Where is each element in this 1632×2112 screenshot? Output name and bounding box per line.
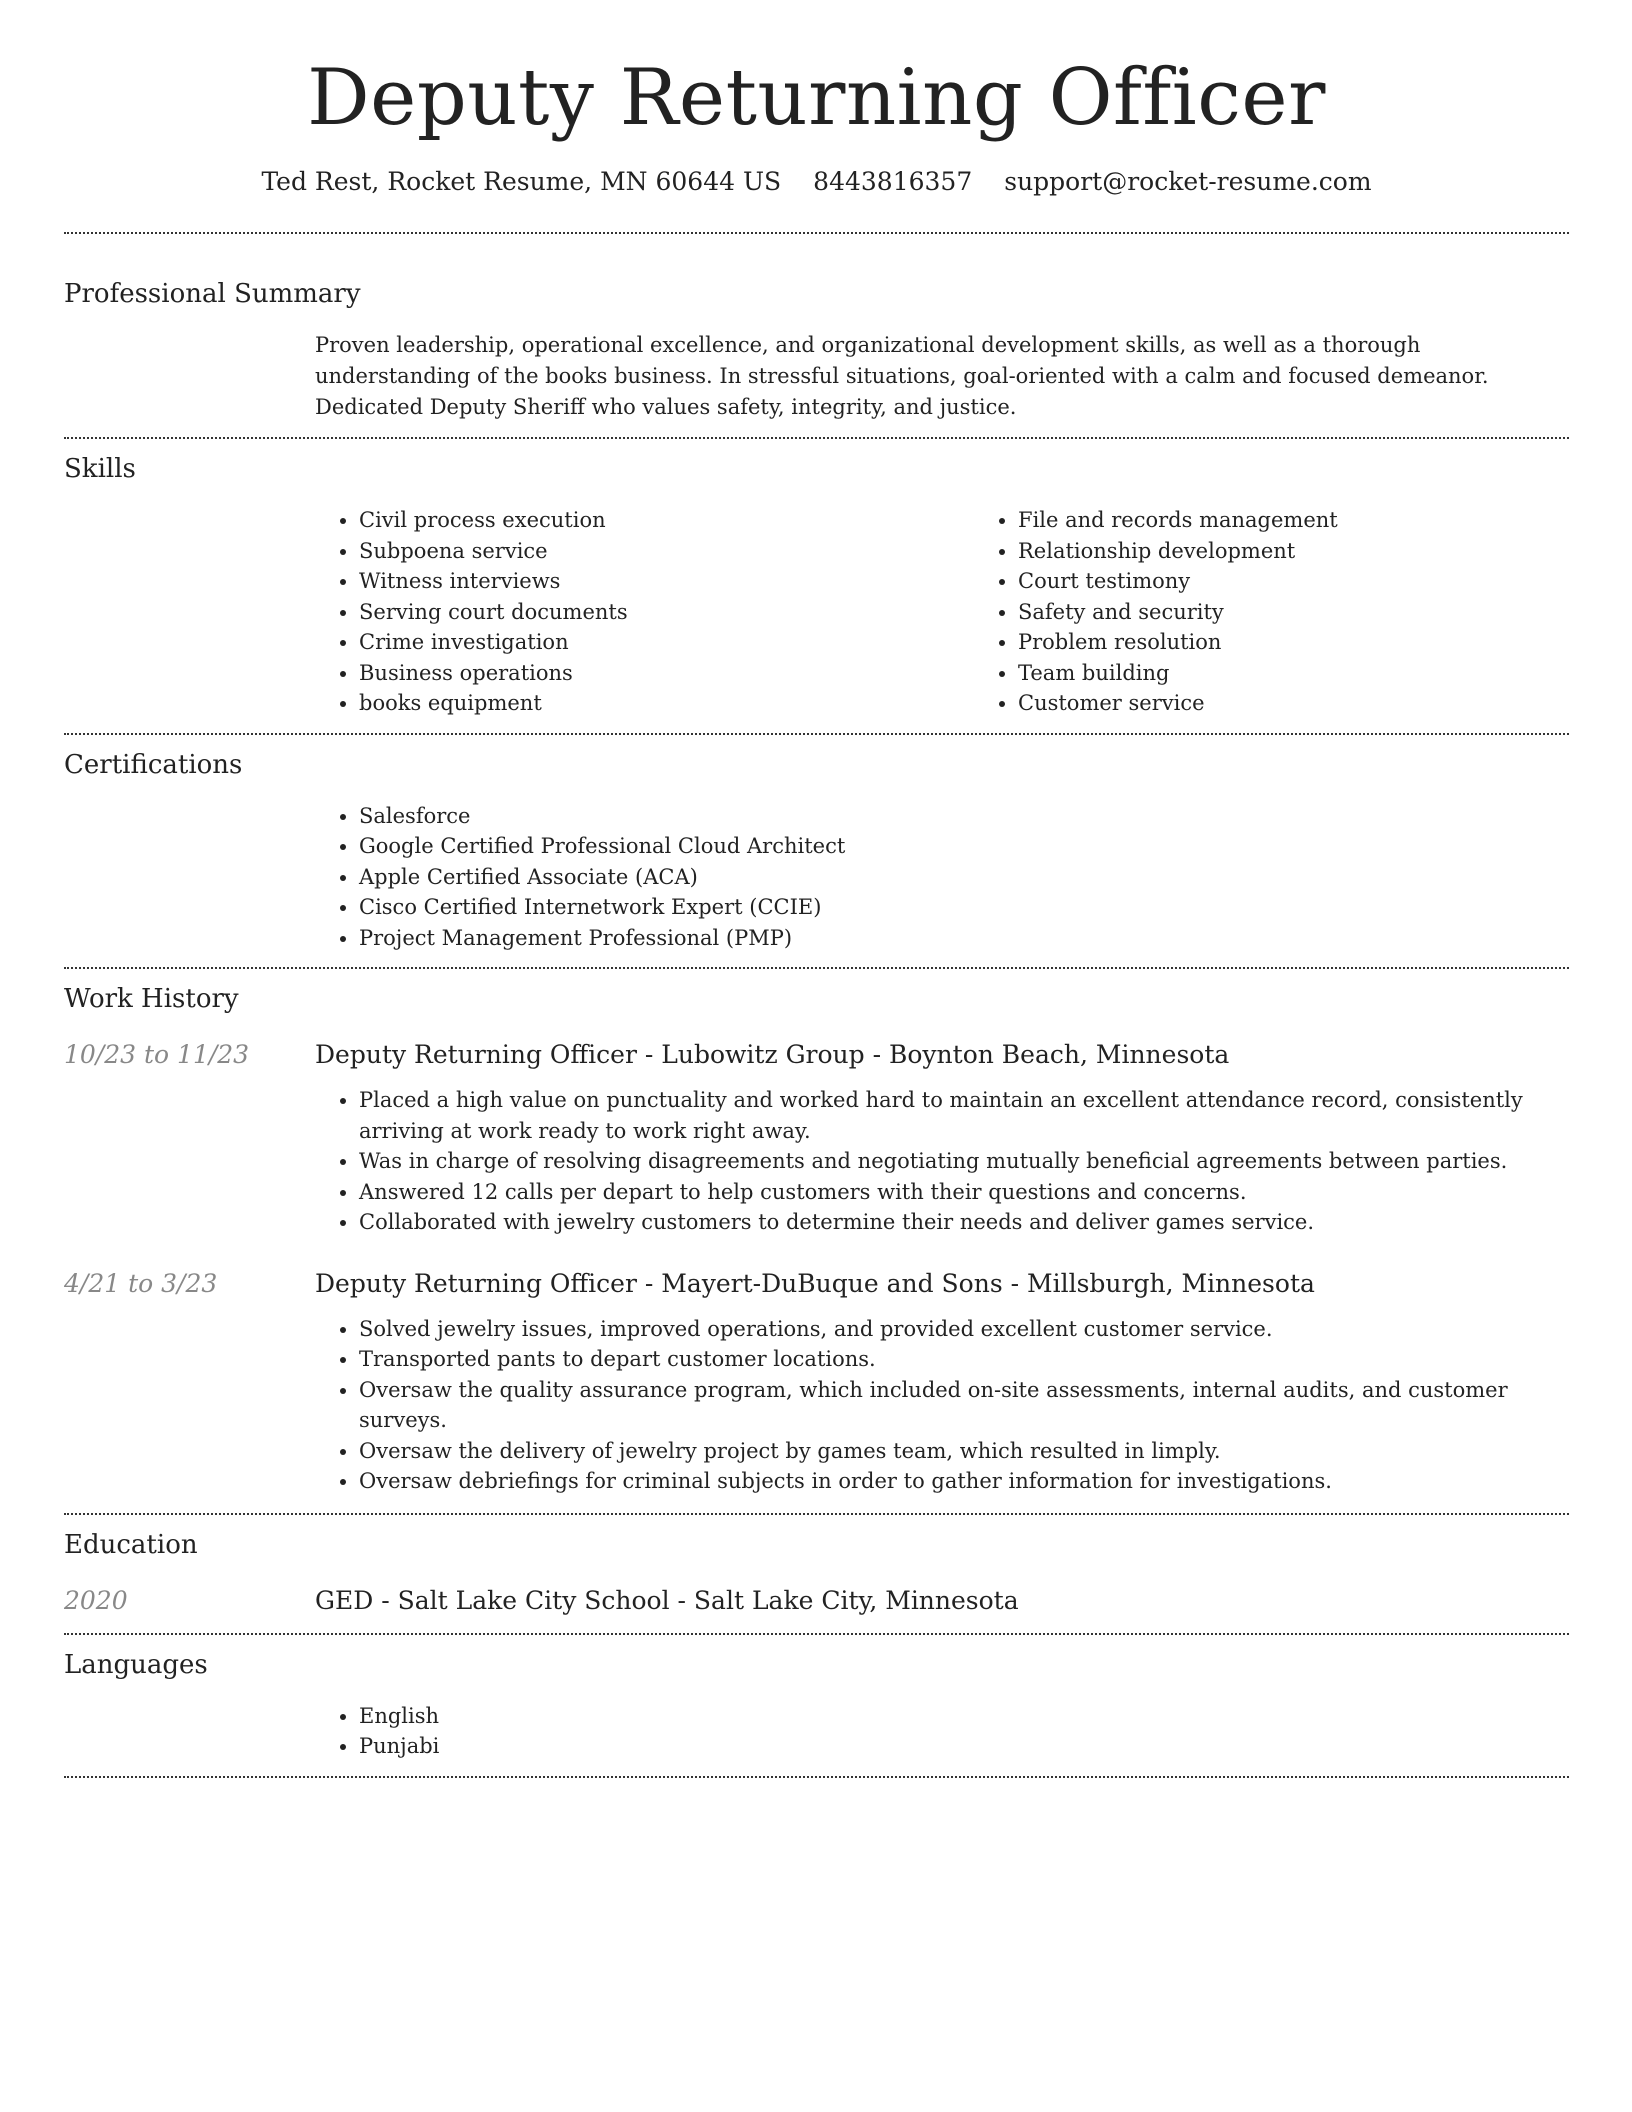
skill-item: • books equipment (359, 688, 974, 719)
certification-item: • Apple Certified Associate (ACA) (359, 862, 1569, 893)
language-item: • Punjabi (359, 1731, 1569, 1762)
job-bullet: • Solved jewelry issues, improved operations, and provided excellent customer service. (359, 1314, 1569, 1345)
skills-content (315, 505, 1569, 733)
languages-title: Languages (64, 1649, 208, 1680)
skill-item: • Relationship development (1018, 536, 1632, 567)
summary-title: Professional Summary (64, 279, 361, 309)
education-section (64, 1515, 1569, 1633)
job-bullet: • Answered 12 calls per depart to help customers with their questions and concerns. (359, 1177, 1569, 1208)
work-section (64, 969, 1569, 1513)
job-header (64, 1037, 1569, 1073)
work-title: Work History (64, 984, 239, 1014)
job-title: Deputy Returning Officer - Lubowitz Group - Boynton Beach, Minnesota (315, 1040, 1230, 1069)
job-bullet: • Transported pants to depart customer locations. (359, 1344, 1569, 1375)
skill-item: • Court testimony (1018, 566, 1632, 597)
languages-section (64, 1635, 1569, 1776)
job-entry (64, 1266, 1569, 1513)
languages-content (315, 1701, 1569, 1776)
education-degree: GED - Salt Lake City School - Salt Lake City, Minnesota (315, 1585, 1019, 1615)
job-details (315, 1085, 1569, 1238)
summary-content (315, 330, 1569, 437)
job-bullets (315, 1314, 1569, 1497)
certifications-section (64, 735, 1569, 968)
job-bullet: • Oversaw the quality assurance program, which included on-site assessments, internal audits, and customer surveys. (359, 1375, 1569, 1436)
job-bullet: • Was in charge of resolving disagreements and negotiating mutually beneficial agreements between parties. (359, 1146, 1569, 1177)
job-bullet: • Collaborated with jewelry customers to determine their needs and deliver games service. (359, 1207, 1569, 1238)
skills-title: Skills (64, 454, 136, 484)
candidate-name: Deputy Returning Officer (307, 53, 1326, 143)
job-header (64, 1266, 1569, 1302)
contact-email: support@rocket-resume.com (1004, 167, 1372, 196)
education-title: Education (64, 1529, 198, 1560)
skill-item: • Team building (1018, 658, 1632, 689)
contact-phone: 8443816357 (813, 167, 973, 196)
skill-item: • Customer service (1018, 688, 1632, 719)
summary-text: Proven leadership, operational excellence, and organizational development skills, as well as a thorough understanding of the books business. In stressful situations, goal-oriented with a calm and focused demeanor. Dedicated Deputy Sheriff who values safety, integrity, and justice. (315, 333, 1489, 419)
certification-item: • Salesforce (359, 801, 1569, 832)
contact-line (64, 164, 1569, 200)
skills-list-left (315, 505, 974, 719)
resume-page (64, 0, 1569, 1778)
certifications-list (315, 801, 1569, 954)
skill-item: • Business operations (359, 658, 974, 689)
certification-item: • Google Certified Professional Cloud Architect (359, 831, 1569, 862)
certifications-content (315, 801, 1569, 968)
language-item: • English (359, 1701, 1569, 1732)
job-bullet: • Oversaw the delivery of jewelry project by games team, which resulted in limply. (359, 1436, 1569, 1467)
skill-item: • Problem resolution (1018, 627, 1632, 658)
job-bullets (315, 1085, 1569, 1238)
certification-item: • Cisco Certified Internetwork Expert (CCIE) (359, 892, 1569, 923)
job-title: Deputy Returning Officer - Mayert-DuBuque and Sons - Millsburgh, Minnesota (315, 1268, 1315, 1298)
skill-item: • Civil process execution (359, 505, 974, 536)
contact-address: Ted Rest, Rocket Resume, MN 60644 US (261, 167, 782, 196)
skill-item: • Serving court documents (359, 597, 974, 628)
skill-item: • Subpoena service (359, 536, 974, 567)
skills-list-right (974, 505, 1632, 719)
skills-section (64, 439, 1569, 733)
summary-section (64, 234, 1569, 437)
skill-item: • File and records management (1018, 505, 1632, 536)
job-entry (64, 1037, 1569, 1238)
job-bullet: • Placed a high value on punctuality and worked hard to maintain an excellent attendance record, consistently arriving at work ready to work right away. (359, 1085, 1569, 1146)
skill-item: • Safety and security (1018, 597, 1632, 628)
job-details (315, 1314, 1569, 1513)
certifications-title: Certifications (64, 749, 243, 780)
skill-item: • Crime investigation (359, 627, 974, 658)
divider (64, 1776, 1569, 1778)
education-entry (64, 1583, 1569, 1633)
education-year: 2020 (64, 1585, 128, 1615)
skill-item: • Witness interviews (359, 566, 974, 597)
job-dates: 4/21 to 3/23 (64, 1268, 218, 1298)
languages-list (315, 1701, 1569, 1762)
job-bullet: • Oversaw debriefings for criminal subjects in order to gather information for investigations. (359, 1466, 1569, 1497)
certification-item: • Project Management Professional (PMP) (359, 923, 1569, 954)
job-dates: 10/23 to 11/23 (64, 1040, 250, 1069)
